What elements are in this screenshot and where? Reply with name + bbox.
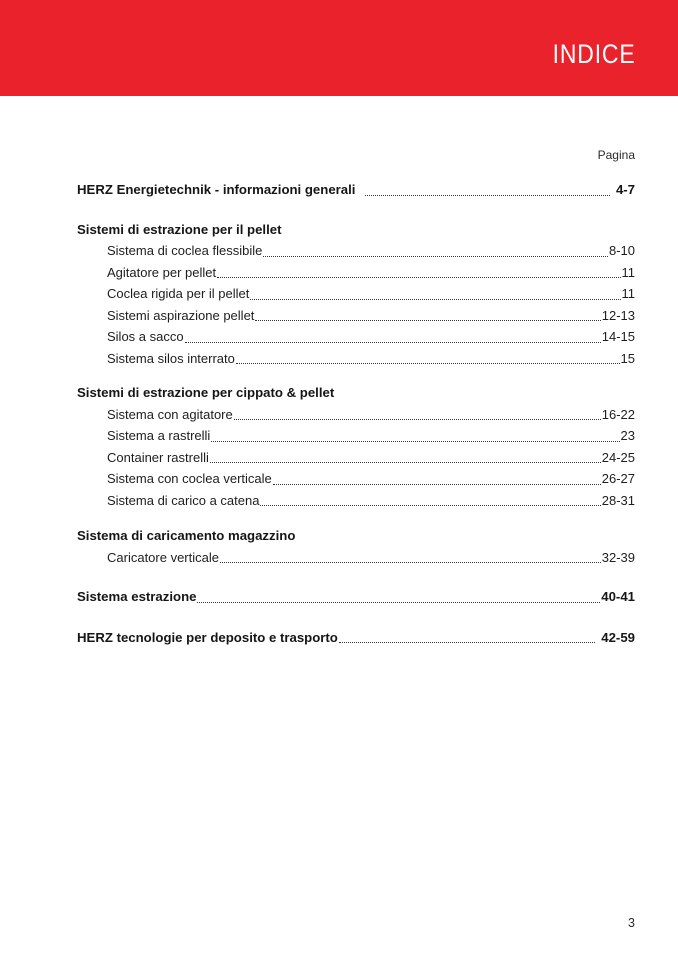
page-number: 3 <box>628 916 635 930</box>
dotted-leader <box>236 363 620 364</box>
toc-entry <box>77 348 635 370</box>
toc-section-sistema-estrazione <box>77 586 635 608</box>
dotted-leader <box>234 419 601 420</box>
toc-entry <box>77 586 635 608</box>
toc-entry <box>77 425 635 447</box>
toc-section-heading <box>77 219 635 241</box>
dotted-leader <box>211 441 619 442</box>
toc-entry-label: HERZ tecnologie per deposito e trasporto <box>77 629 338 645</box>
dotted-leader <box>255 320 600 321</box>
toc-section-heading <box>77 382 635 404</box>
toc-entry-pages: 32-39 <box>601 549 635 565</box>
toc-entry-label: Sistema di carico a catena <box>107 492 260 508</box>
toc-entry-label: Coclea rigida per il pellet <box>107 286 250 301</box>
toc-entry-pages: 40-41 <box>601 589 635 604</box>
dotted-leader <box>197 602 600 603</box>
toc-section-estrazione-pellet <box>77 219 635 370</box>
toc-entry-label: Agitatore per pellet <box>107 264 217 280</box>
dotted-leader <box>263 256 608 257</box>
toc-entry <box>77 490 635 512</box>
toc-entry <box>77 179 635 201</box>
toc-entry-pages: 15 <box>620 350 635 366</box>
toc-entry-label: Sistema silos interrato <box>107 350 235 366</box>
toc-entry-pages: 12-13 <box>601 307 635 323</box>
toc-entry-label: Sistema con agitatore <box>107 406 233 422</box>
toc-section-heading-label: Sistemi di estrazione per il pellet <box>77 221 282 237</box>
toc-entry-label: Container rastrelli <box>107 449 209 465</box>
toc-entry <box>77 262 635 284</box>
dotted-leader <box>220 562 601 563</box>
toc-entry-label: Sistema estrazione <box>77 589 197 604</box>
toc-entry-pages: 16-22 <box>601 406 635 422</box>
toc-section-informazioni-generali <box>77 179 635 201</box>
toc-entry-pages: 23 <box>620 428 635 443</box>
header-band <box>0 0 678 96</box>
dotted-leader <box>185 342 601 343</box>
toc-entry-pages: 8-10 <box>608 243 635 258</box>
toc-entry-pages: 14-15 <box>601 329 635 344</box>
toc-entry-label: Silos a sacco <box>107 329 184 344</box>
table-of-contents <box>77 147 635 648</box>
toc-entry-pages: 28-31 <box>601 492 635 508</box>
toc-entry <box>77 468 635 490</box>
toc-section-tecnologie-deposito-trasporto <box>77 627 635 649</box>
dotted-leader <box>339 642 595 643</box>
toc-entry <box>77 283 635 305</box>
toc-entry-pages: 42-59 <box>601 629 635 645</box>
toc-entry <box>77 547 635 569</box>
dotted-leader <box>273 484 601 485</box>
toc-entry <box>77 447 635 469</box>
page-column-label: Pagina <box>597 148 635 162</box>
toc-entry-label: Sistemi aspirazione pellet <box>107 307 255 323</box>
dotted-leader <box>210 462 601 463</box>
toc-entry <box>77 305 635 327</box>
toc-entry <box>77 627 635 649</box>
toc-entry-pages: 11 <box>621 286 635 301</box>
page-title: INDICE <box>553 39 636 69</box>
dotted-leader <box>217 277 620 278</box>
toc-entry-pages: 11 <box>621 264 635 280</box>
toc-section-heading-label: Sistema di caricamento magazzino <box>77 528 296 543</box>
toc-entry-label: Sistema a rastrelli <box>107 428 211 443</box>
toc-section-heading-label: Sistemi di estrazione per cippato & pellet <box>77 385 335 400</box>
toc-entry-label: Caricatore verticale <box>107 549 219 565</box>
dotted-leader <box>260 505 600 506</box>
toc-section-heading <box>77 525 635 547</box>
toc-entry <box>77 240 635 262</box>
toc-entry-pages: 26-27 <box>601 471 635 486</box>
dotted-leader <box>250 299 620 300</box>
toc-entry <box>77 326 635 348</box>
toc-entry-pages: 24-25 <box>601 449 635 465</box>
toc-entry-pages: 4-7 <box>615 182 635 197</box>
toc-section-caricamento-magazzino <box>77 525 635 568</box>
toc-entry-label: Sistema di coclea flessibile <box>107 243 263 258</box>
toc-entry-label: Sistema con coclea verticale <box>107 471 272 486</box>
dotted-leader <box>365 195 609 196</box>
toc-entry-label: HERZ Energietechnik - informazioni generali <box>77 182 356 197</box>
toc-section-estrazione-cippato-pellet <box>77 382 635 511</box>
toc-entry <box>77 404 635 426</box>
